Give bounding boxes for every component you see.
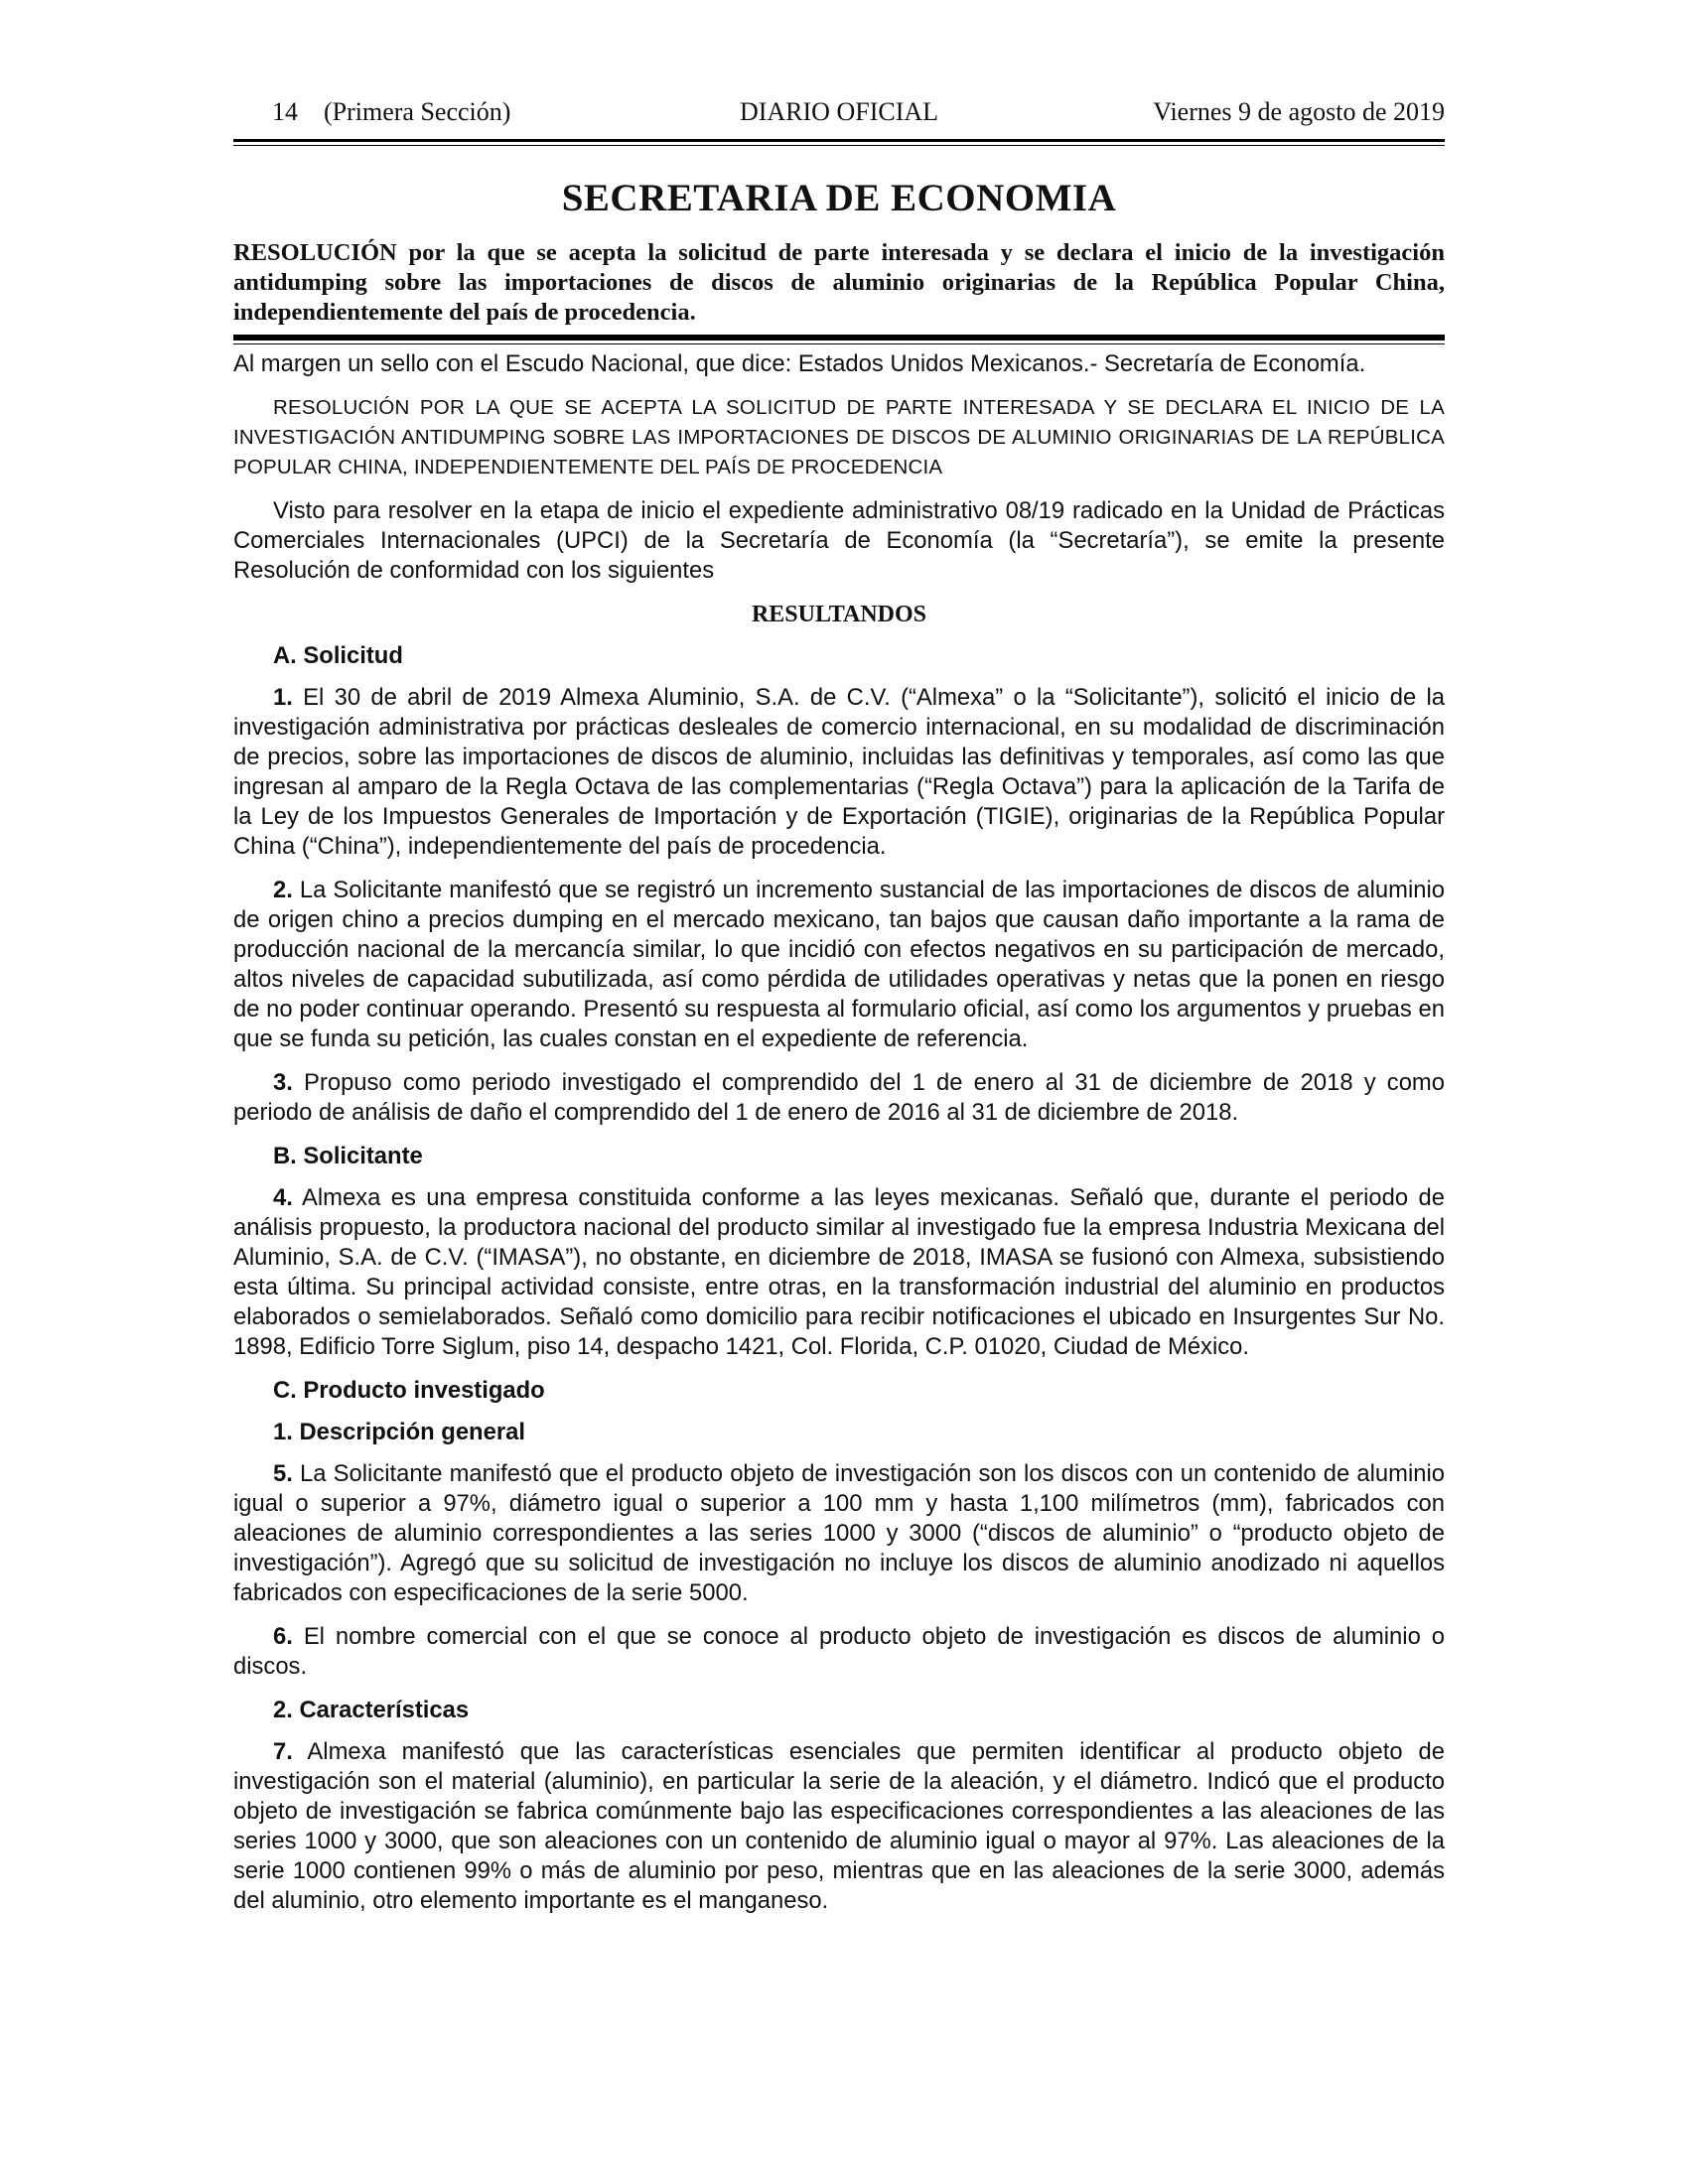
summary-rule-thin: [233, 343, 1445, 344]
header-rule: [233, 139, 1445, 146]
margin-note: Al margen un sello con el Escudo Nacional, que dice: Estados Unidos Mexicanos.- Secretaría de Economía.: [233, 350, 1366, 377]
caps-title: RESOLUCIÓN POR LA QUE SE ACEPTA LA SOLICITUD DE PARTE INTERESADA Y SE DECLARA EL INICIO DE LA INVESTIGACIÓN ANTIDUMPING SOBRE LAS IMPORTACIONES DE DISCOS DE ALUMINIO ORIGINARIAS DE LA REPÚBLICA POPULAR CHINA, INDEPENDIENTEMENTE DEL PAÍS DE PROCEDENCIA: [233, 396, 1445, 478]
secretaria-title: SECRETARIA DE ECONOMIA: [561, 177, 1117, 219]
paragraph-text: Propuso como periodo investigado el comprendido del 1 de enero al 31 de diciembre de 2018 y como periodo de análisis de daño el comprendido del 1 de enero de 2016 al 31 de diciembre de 2018.: [233, 1069, 1445, 1126]
paragraph-text: La Solicitante manifestó que se registró un incremento sustancial de las importaciones de discos de aluminio de origen chino a precios dumping en el mercado mexicano, tan bajos que causan daño importante a la rama de producción nacional de la mercancía similar, lo que incidió con efectos negativos en su participación de mercado, altos niveles de capacidad subutilizada, así como pérdida de utilidades operativas y netas que la ponen en riesgo de no poder continuar operando. Presentó su respuesta al formulario oficial, así como los argumentos y pruebas en que se funda su petición, las cuales constan en el expediente de referencia.: [233, 877, 1445, 1052]
paragraph-5: [233, 1459, 1445, 1608]
document-page: [233, 89, 1445, 1930]
publication-date: Viernes 9 de agosto de 2019: [1153, 97, 1445, 126]
paragraph-number: 4.: [273, 1184, 293, 1211]
document-body: [233, 349, 1445, 1916]
paragraph-number: 3.: [273, 1069, 293, 1096]
intro-paragraph: Visto para resolver en la etapa de inicio el expediente administrativo 08/19 radicado en la Unidad de Prácticas Comerciales Internacionales (UPCI) de la Secretaría de Economía (la “Secretaría”), se emite la presente Resolución de conformidad con los siguientes: [233, 497, 1445, 584]
paragraph-text: Almexa manifestó que las características esenciales que permiten identificar al producto objeto de investigación son el material (aluminio), en particular la serie de la aleación, y el diámetro. Indicó que el producto objeto de investigación se fabrica comúnmente bajo las especificaciones correspondientes a las aleaciones de las series 1000 y 3000, que son aleaciones con un contenido de aluminio igual o mayor al 97%. Las aleaciones de la serie 1000 contienen 99% o más de aluminio por peso, mientras que en las aleaciones de la serie 3000, además del aluminio, otro elemento importante es el manganeso.: [233, 1738, 1445, 1914]
paragraph-number: 2.: [273, 877, 293, 903]
section-heading-c: C. Producto investigado: [273, 1377, 545, 1404]
paragraph-text: El 30 de abril de 2019 Almexa Aluminio, S.A. de C.V. (“Almexa” o la “Solicitante”), solicitó el inicio de la investigación administrativa por prácticas desleales de comercio internacional, en su modalidad de discriminación de precios, sobre las importaciones de discos de aluminio, incluidas las definitivas y temporales, así como las que ingresan al amparo de la Regla Octava de las complementarias (“Regla Octava”) para la aplicación de la Tarifa de la Ley de los Impuestos Generales de Importación y de Exportación (TIGIE), originarias de la República Popular China (“China”), independientemente del país de procedencia.: [233, 684, 1445, 860]
paragraph-7: [233, 1737, 1445, 1916]
paragraph-number: 5.: [273, 1460, 293, 1487]
paragraph-2: [233, 876, 1445, 1054]
resultandos-heading: RESULTANDOS: [751, 602, 927, 627]
section-heading-a: A. Solicitud: [273, 642, 403, 669]
subsection-heading-c2: 2. Características: [273, 1697, 470, 1723]
paragraph-number: 1.: [273, 684, 293, 711]
paragraph-6: [233, 1622, 1445, 1682]
paragraph-text: Almexa es una empresa constituida conforme a las leyes mexicanas. Señaló que, durante el periodo de análisis propuesto, la productora nacional del producto similar al investigado fue la empresa Industria Mexicana del Aluminio, S.A. de C.V. (“IMASA”), no obstante, en diciembre de 2018, IMASA se fusionó con Almexa, subsistiendo esta última. Su principal actividad consiste, entre otras, en la transformación industrial del aluminio en productos elaborados o semielaborados. Señaló como domicilio para recibir notificaciones el ubicado en Insurgentes Sur No. 1898, Edificio Torre Siglum, piso 14, despacho 1421, Col. Florida, C.P. 01020, Ciudad de México.: [233, 1184, 1445, 1360]
publication-name: DIARIO OFICIAL: [739, 97, 939, 126]
section-label: (Primera Sección): [324, 97, 511, 126]
resolution-summary: RESOLUCIÓN por la que se acepta la solicitud de parte interesada y se declara el inicio de la investigación antidumping sobre las importaciones de discos de aluminio originarias de la República Popular China, independientemente del país de procedencia.: [233, 239, 1445, 326]
summary-rule-thick: [233, 335, 1445, 341]
page-number: 14: [272, 97, 298, 126]
section-heading-b: B. Solicitante: [273, 1143, 423, 1169]
page-header: [233, 89, 1445, 133]
subsection-heading-c1: 1. Descripción general: [273, 1419, 525, 1445]
paragraph-4: [233, 1183, 1445, 1362]
paragraph-text: El nombre comercial con el que se conoce al producto objeto de investigación es discos de aluminio o discos.: [233, 1623, 1445, 1680]
paragraph-1: [233, 683, 1445, 862]
paragraph-number: 6.: [273, 1623, 293, 1650]
paragraph-3: [233, 1068, 1445, 1128]
paragraph-text: La Solicitante manifestó que el producto objeto de investigación son los discos con un contenido de aluminio igual o superior a 97%, diámetro igual o superior a 100 mm y hasta 1,100 milímetros (mm), fabricados con aleaciones de aluminio correspondientes a las series 1000 y 3000 (“discos de aluminio” o “producto objeto de investigación”). Agregó que su solicitud de investigación no incluye los discos de aluminio anodizado ni aquellos fabricados con especificaciones de la serie 5000.: [233, 1460, 1445, 1606]
paragraph-number: 7.: [273, 1738, 293, 1765]
